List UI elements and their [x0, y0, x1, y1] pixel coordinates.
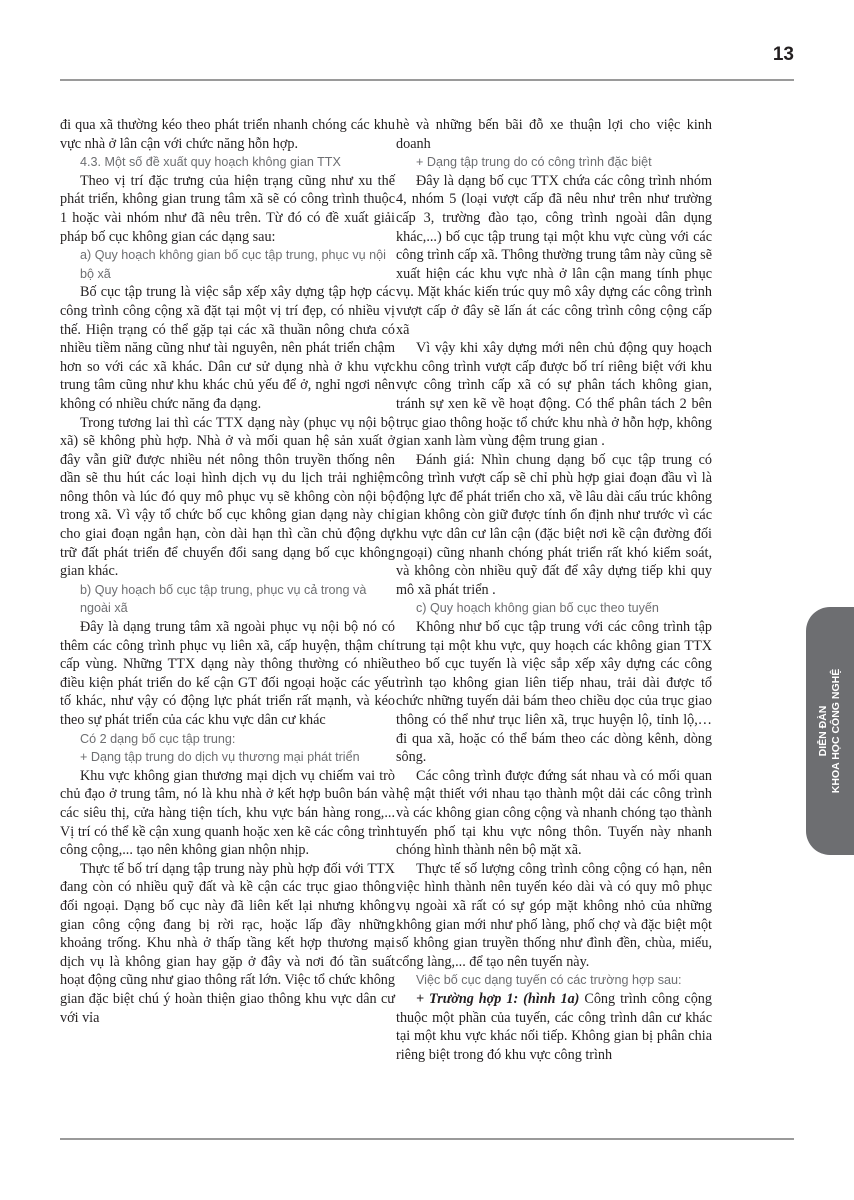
section-heading: Việc bố cục dạng tuyến có các trường hợp sau:: [416, 973, 682, 988]
continued-paragraph: đi qua xã thường kéo theo phát triển nhanh chóng các khu vực nhà ở lân cận với chức năng hỗn hợp.: [60, 117, 395, 152]
case-text: Công trình công cộng thuộc một phần của tuyến, các công trình dân cư khác tại một khu vực khác nối tiếp. Không gian bị phân chia riêng biệt trong đó khu vực công trình: [396, 990, 712, 1063]
body-paragraph: Đây là dạng bố cục TTX chứa các công trình nhóm 4, nhóm 5 (loại vượt cấp đã nêu như trên như trường cấp 3, trường đào tạo, công trình ngoài dân dụng khác,...) bố cục tập trung tại một khu vực cùng với các công trình cấp xã. Thông thường trung tâm này cũng sẽ xuất hiện các khu vực nhà ở lân cận mang tính phục vụ. Mặt khác kiến trúc quy mô xây dựng các công trình vượt cấp ở đây sẽ lấn át các công trình công cộng cấp xã: [396, 172, 712, 338]
section-heading: Có 2 dạng bố cục tập trung:: [80, 731, 236, 746]
right-column: [396, 116, 712, 1064]
body-paragraph: Thực tế bố trí dạng tập trung này phù hợp đối với TTX đang còn có nhiều quỹ đất và kề cận các trục giao thông đối ngoại. Dạng bố cục này đã liên kết lại nhưng không gian công cộng đang bị rời rạc, hoặc lấp đầy những khoảng trống. Khu nhà ở thấp tầng kết hợp thương mại dịch vụ là không gian hay gặp ở đây và nơi đó tần suất hoạt động cũng như giao thông rất lớn. Việc tổ chức không gian đặc biệt chú ý hoàn thiện giao thông khu vực dân cư với vỉa: [60, 860, 395, 1026]
section-heading: c) Quy hoạch không gian bố cục theo tuyến: [416, 601, 659, 616]
page-number: 13: [772, 44, 794, 65]
body-paragraph: Trong tương lai thì các TTX dạng này (phục vụ nội bộ xã) sẽ không phù hợp. Nhà ở và mối quan hệ sản xuất ở đây vẫn giữ được nhiều nét nông thôn truyền thống nên dần sẽ thu hút các loại hình dịch vụ du lịch trải nghiệm nông thôn và lúc đó quy mô phục vụ sẽ không còn nội bộ trong xã. Vì vậy tổ chức bố cục không gian dạng này chỉ cho giai đoạn ngắn hạn, còn dài hạn thì cần chủ động dự trữ đất phát triển để chuyển đổi sang dạng bố cục không gian khác.: [60, 414, 395, 580]
body-paragraph: Không như bố cục tập trung với các công trình tập trung tại một khu vực, quy hoạch các không gian TTX theo bố cục tuyến là việc sắp xếp xây dựng các công trình tạo không gian liên tiếp nhau, trải dài được tổ chức những tuyến dải bám theo chiều dọc của trục giao thông có thể như trục liên xã, trục huyện lộ, tỉnh lộ,… đi qua xã, hoặc có thể bám theo các dòng kênh, dòng sông.: [396, 619, 712, 766]
body-paragraph: Bố cục tập trung là việc sắp xếp xây dựng tập hợp các công trình công cộng xã đặt tại một vị trí đẹp, có nhiều vị thế. Hiện trạng có thể gặp tại các xã thuần nông chưa có nhiều tiềm năng cũng như tài nguyên, nên phát triển chậm hơn so với các xã khác. Dân cư sử dụng nhà ở khu vực trung tâm cũng như khu khác chủ yếu để ở, nghỉ ngơi nên không có nhiều chức năng đa dạng.: [60, 284, 395, 412]
side-tab-line-1: DIỄN ĐÀN: [817, 705, 829, 757]
section-heading: + Dạng tập trung do dịch vụ thương mại phát triển: [80, 750, 360, 765]
case-lead: + Trường hợp 1: (hình 1a): [416, 990, 580, 1007]
left-column: [60, 116, 395, 1027]
section-side-tab: [806, 607, 854, 855]
body-paragraph: Thực tế số lượng công trình công cộng có hạn, nên việc hình thành nên tuyến kéo dài và có quy mô phục vụ ngoài xã rất có sự góp mặt không nhỏ của những không gian mới như phố làng, phố chợ và đặc biệt một số không gian truyền thống như đình đền, chùa, miếu, cổng làng,... để tạo nên tuyến này.: [396, 860, 712, 970]
side-tab-label: [817, 669, 843, 793]
case-paragraph: [396, 990, 712, 1064]
body-paragraph: Đánh giá: Nhìn chung dạng bố cục tập trung có công trình vượt cấp sẽ chỉ phù hợp giai đoạn đầu vì là động lực để phát triển cho xã, về lâu dài cấu trúc không gian không còn giữ được tính ổn định như trước vì các khu vực dân cư lân cận (đặc biệt nơi kề cận đường đối ngoại) cũng nhanh chóng phát triển rất khó kiểm soát, và không còn nhiều quỹ đất để xây dựng tiếp khi quy mô xã phát triển .: [396, 451, 712, 598]
body-paragraph: Vì vậy khi xây dựng mới nên chủ động quy hoạch khu công trình vượt cấp được bố trí riêng biệt với khu vực công trình cấp xã có sự phân tách không gian, tránh sự xen kẽ về hoạt động. Có thể phân tách 2 bên trục giao thông hoặc tổ chức khu nhà ở hỗn hợp, không gian xanh làm vùng đệm trung gian .: [396, 340, 712, 450]
section-heading: + Dạng tập trung do có công trình đặc biệt: [416, 155, 652, 170]
header-rule: [60, 79, 794, 81]
body-paragraph: Các công trình được đứng sát nhau và có mối quan hệ mật thiết với nhau tạo thành một dải các công trình và các không gian công cộng và nhanh chóng tạo thành tuyến phố tại khu vực nông thôn. Tuyến này nhanh chóng hình thành nên bộ mặt xã.: [396, 767, 712, 859]
section-heading: b) Quy hoạch bố cục tập trung, phục vụ cả trong và ngoài xã: [80, 582, 367, 616]
section-heading: 4.3. Một số đề xuất quy hoạch không gian TTX: [80, 155, 341, 170]
continued-paragraph: hè và những bến bãi đỗ xe thuận lợi cho việc kinh doanh: [396, 117, 712, 152]
body-paragraph: Theo vị trí đặc trưng của hiện trạng cũng như xu thế phát triển, không gian trung tâm xã sẽ có công trình thuộc 1 hoặc vài nhóm như đã nêu trên. Từ đó có đề xuất giải pháp bố cục không gian các dạng sau:: [60, 172, 395, 245]
section-heading: a) Quy hoạch không gian bố cục tập trung, phục vụ nội bộ xã: [80, 248, 386, 281]
side-tab-line-2: KHOA HỌC CÔNG NGHỆ: [830, 668, 842, 794]
body-paragraph: Khu vực không gian thương mại dịch vụ chiếm vai trò chủ đạo ở trung tâm, nó là khu nhà ở kết hợp buôn bán và các siêu thị, cửa hàng tiện tích, khu vực bán hàng rong,... Vị trí có thể kề cận xung quanh hoặc xen kẽ các công trình công cộng,... tạo nên không gian nhộn nhịp.: [60, 767, 395, 859]
body-paragraph: Đây là dạng trung tâm xã ngoài phục vụ nội bộ nó có thêm các công trình phục vụ liên xã, cấp huyện, thậm chí cấp vùng. Những TTX dạng này thông thường có nhiều điều kiện phát triển do kế cận GT đối ngoại hoặc các yếu tố khác, như vậy có động lực phát triển rất mạnh, và kéo theo sự phát triển của các khu vực dân cư khác: [60, 619, 395, 728]
footer-rule: [60, 1138, 794, 1140]
